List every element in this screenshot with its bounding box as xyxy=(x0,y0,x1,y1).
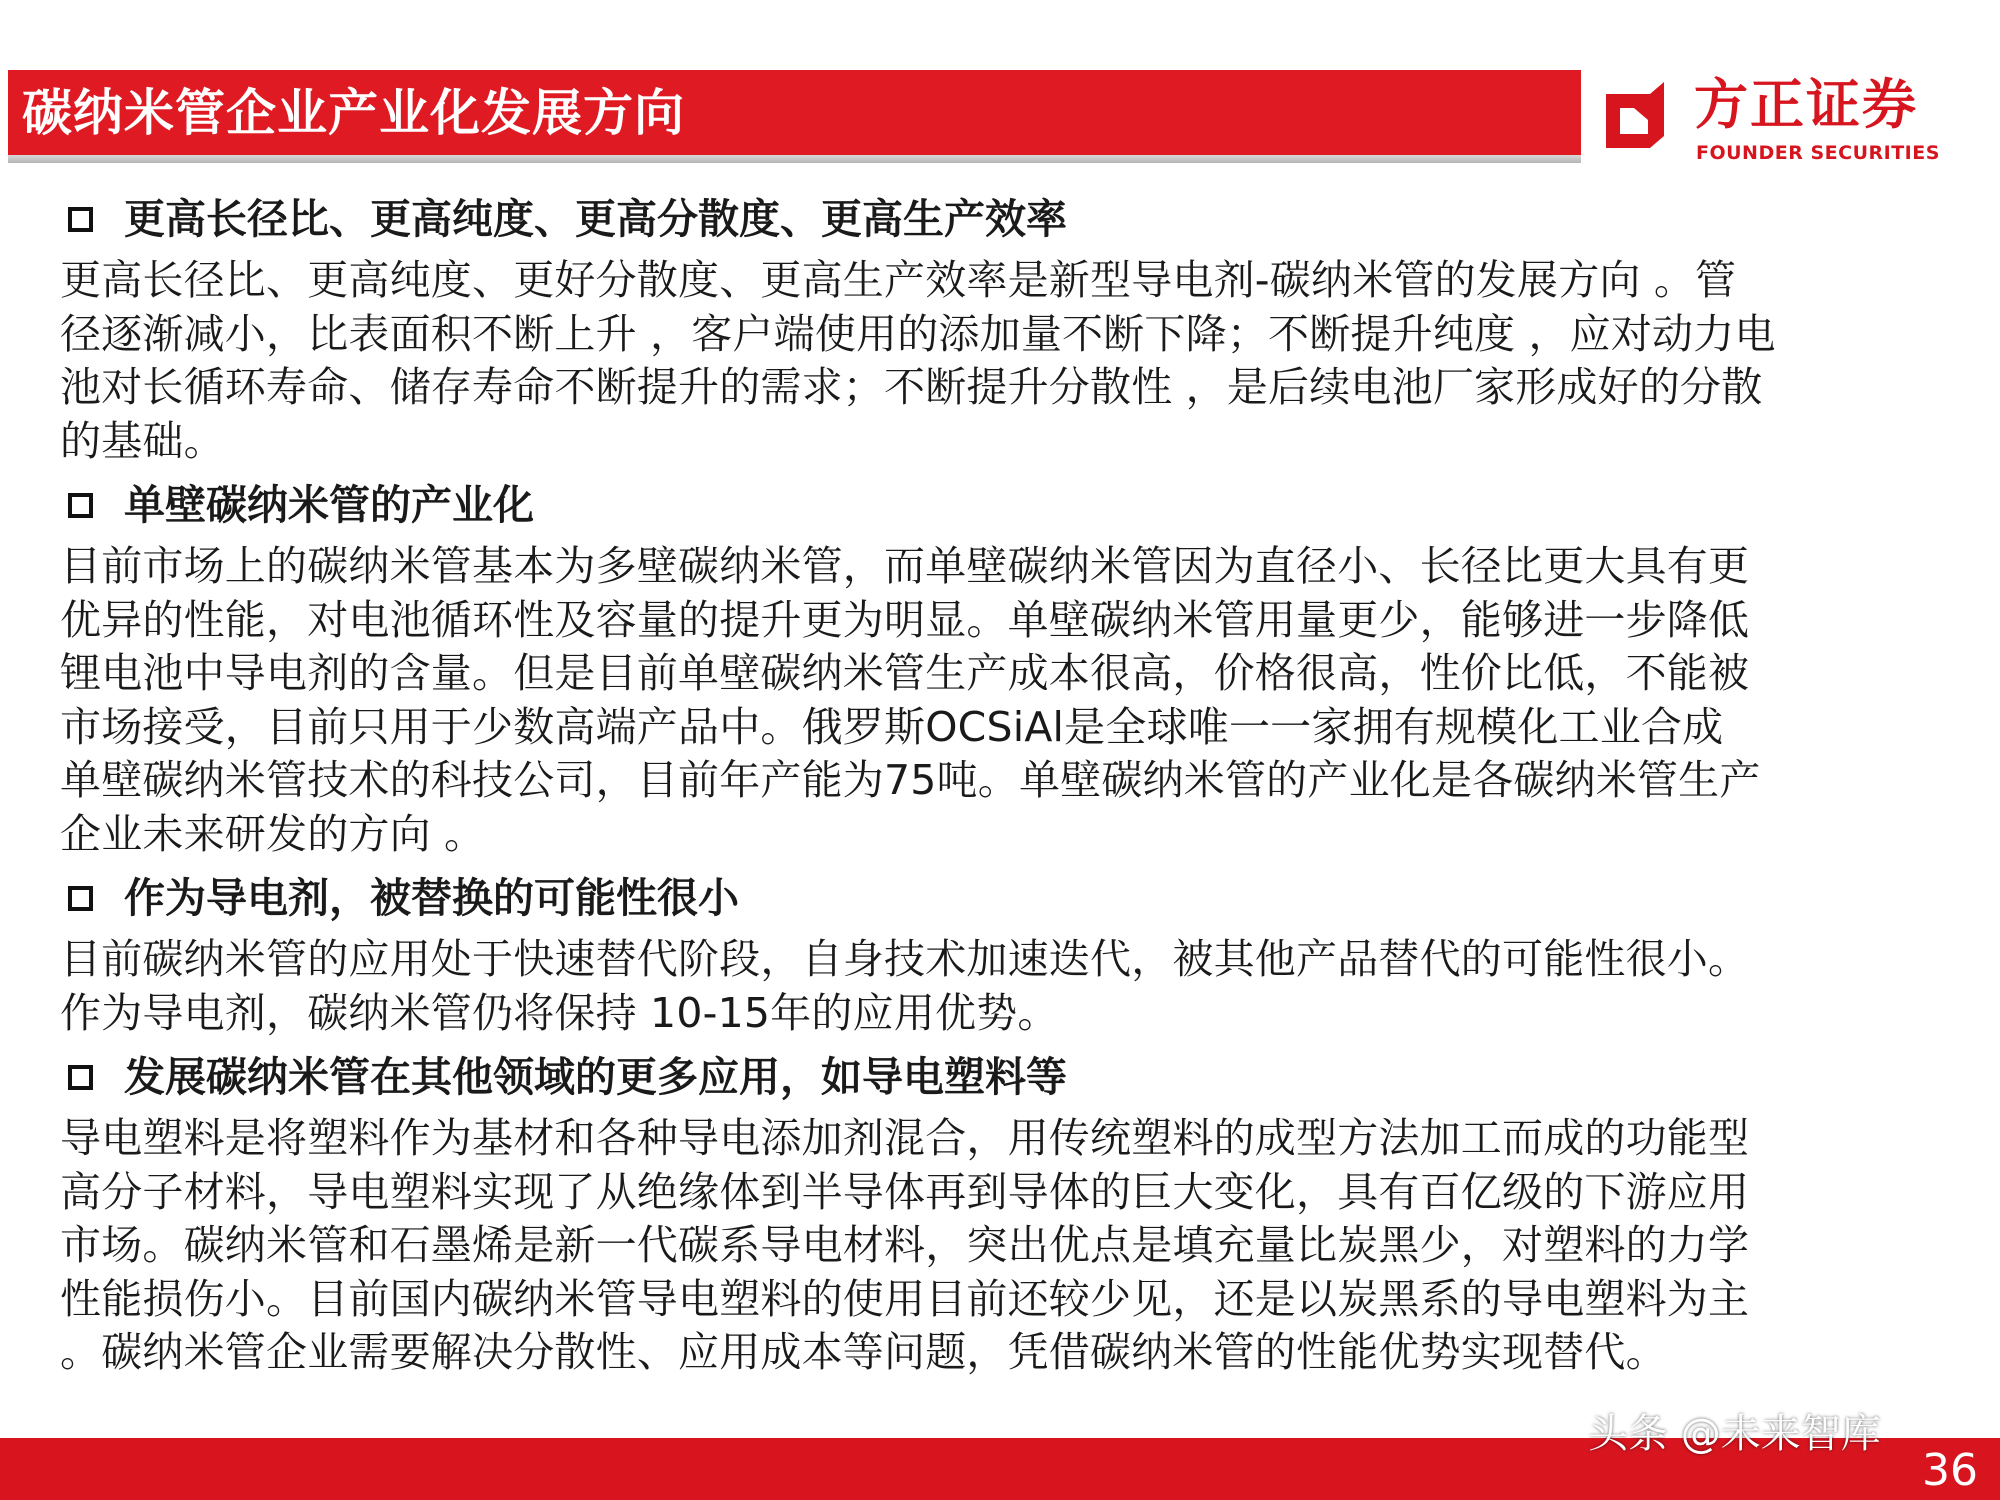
body-line: 池对长循环寿命、储存寿命不断提升的需求；不断提升分散性 ，是后续电池厂家形成好的分散 xyxy=(60,363,1763,411)
body-line: 导电塑料是将塑料作为基材和各种导电添加剂混合，用传统塑料的成型方法加工而成的功能型 xyxy=(60,1114,1750,1162)
body-line: 单壁碳纳米管技术的科技公司，目前年产能为75吨。单壁碳纳米管的产业化是各碳纳米管生产 xyxy=(60,756,1761,804)
section-4 xyxy=(60,1048,1900,1380)
section-heading-text: 更高长径比、更高纯度、更高分散度、更高生产效率 xyxy=(124,195,1067,243)
body-line: 性能损伤小。目前国内碳纳米管导电塑料的使用目前还较少见，还是以炭黑系的导电塑料为主 xyxy=(60,1274,1750,1323)
body-line: 更高长径比、更高纯度、更好分散度、更高生产效率是新型导电剂-碳纳米管的发展方向 。管 xyxy=(60,256,1737,304)
body-line: 。碳纳米管企业需要解决分散性、应用成本等问题，凭借碳纳米管的性能优势实现替代。 xyxy=(60,1328,1667,1376)
body-line: 作为导电剂，碳纳米管仍将保持 10-15年的应用优势。 xyxy=(60,988,1059,1037)
section-3 xyxy=(60,869,1900,1040)
section-heading xyxy=(60,190,1900,248)
page-title: 碳纳米管企业产业化发展方向 xyxy=(22,84,685,142)
founder-logo xyxy=(1598,73,1940,166)
section-heading xyxy=(60,869,1900,927)
square-bullet-icon xyxy=(68,886,93,911)
body-line: 目前碳纳米管的应用处于快速替代阶段，自身技术加速迭代，被其他产品替代的可能性很小。 xyxy=(60,935,1750,983)
watermark: 头条 @未来智库 xyxy=(1588,1411,1881,1457)
section-heading-text: 作为导电剂，被替换的可能性很小 xyxy=(124,874,739,922)
title-underline xyxy=(8,155,1581,163)
body-line: 优异的性能，对电池循环性及容量的提升更为明显。单壁碳纳米管用量更少，能够进一步降低 xyxy=(60,595,1750,644)
content-area xyxy=(60,190,1900,1388)
logo-chinese-name: 方正证券 xyxy=(1694,73,1918,136)
body-line: 市场。碳纳米管和石墨烯是新一代碳系导电材料，突出优点是填充量比炭黑少，对塑料的力学 xyxy=(60,1221,1750,1269)
body-line: 锂电池中导电剂的含量。但是目前单壁碳纳米管生产成本很高，价格很高，性价比低，不能被 xyxy=(60,649,1750,697)
logo-english-name: FOUNDER SECURITIES xyxy=(1696,142,1940,164)
section-heading xyxy=(60,476,1900,534)
square-bullet-icon xyxy=(68,493,93,518)
section-body xyxy=(60,933,1900,1040)
section-1 xyxy=(60,190,1900,468)
section-heading xyxy=(60,1048,1900,1106)
founder-logo-icon xyxy=(1598,80,1670,156)
section-2 xyxy=(60,476,1900,861)
body-line: 径逐渐减小，比表面积不断上升 ，客户端使用的添加量不断下降；不断提升纯度 ，应对动力电 xyxy=(60,309,1776,358)
section-heading-text: 发展碳纳米管在其他领域的更多应用，如导电塑料等 xyxy=(124,1053,1067,1101)
section-body xyxy=(60,1112,1900,1380)
body-line: 目前市场上的碳纳米管基本为多壁碳纳米管，而单壁碳纳米管因为直径小、长径比更大具有更 xyxy=(60,542,1750,590)
section-heading-text: 单壁碳纳米管的产业化 xyxy=(124,481,534,529)
page-number: 36 xyxy=(1922,1445,1978,1496)
body-line: 的基础。 xyxy=(60,416,225,465)
section-body xyxy=(60,540,1900,861)
body-line: 高分子材料，导电塑料实现了从绝缘体到半导体再到导体的巨大变化，具有百亿级的下游应用 xyxy=(60,1167,1750,1216)
square-bullet-icon xyxy=(68,1065,93,1090)
body-line: 企业未来研发的方向 。 xyxy=(60,809,486,858)
body-line: 市场接受，目前只用于少数高端产品中。俄罗斯OCSiAl是全球唯一一家拥有规模化工业合成 xyxy=(60,702,1724,751)
square-bullet-icon xyxy=(68,207,93,232)
section-body xyxy=(60,254,1900,468)
